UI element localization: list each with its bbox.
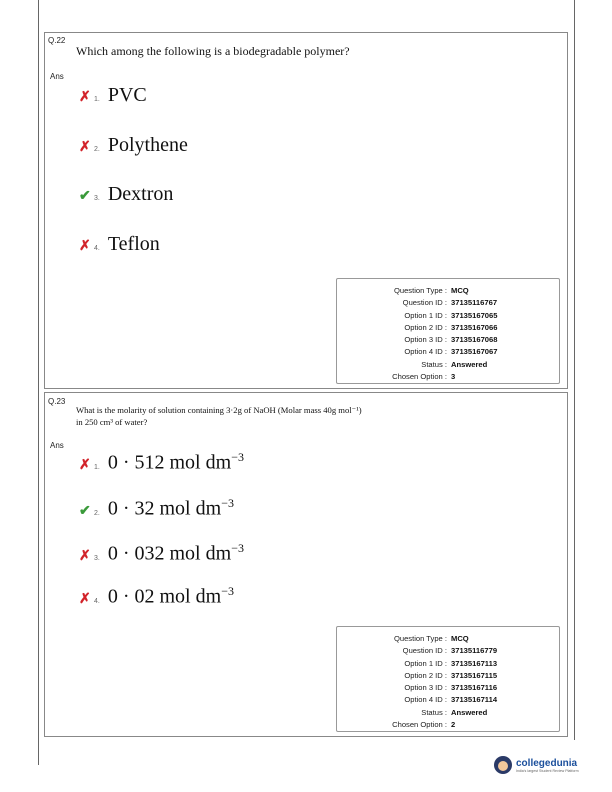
meta-key: Option 2 ID : — [404, 322, 447, 332]
meta-value: 2 — [451, 720, 456, 730]
option-3 — [79, 183, 173, 206]
cross-icon: ✗ — [79, 589, 91, 606]
left-page-border — [38, 0, 39, 765]
meta-value: 37135167065 — [451, 310, 498, 320]
question-text: Which among the following is a biodegradable polymer? — [76, 44, 350, 58]
cross-icon: ✗ — [79, 546, 91, 563]
logo-text — [516, 758, 579, 773]
question-number: Q.23 — [48, 397, 66, 406]
option-number: 3. — [94, 554, 100, 562]
meta-key: Option 1 ID : — [404, 658, 447, 668]
meta-key: Status : — [421, 707, 447, 717]
meta-value: 37135167116 — [451, 683, 498, 693]
cross-icon: ✗ — [79, 138, 91, 154]
option-number: 1. — [94, 463, 100, 471]
option-value — [108, 496, 234, 521]
meta-key: Option 3 ID : — [404, 683, 447, 693]
ans-label: Ans — [50, 72, 64, 81]
meta-value: 37135167066 — [451, 322, 498, 332]
meta-key: Question ID : — [402, 298, 447, 308]
meta-value: Answered — [451, 707, 488, 717]
option-number: 3. — [94, 195, 100, 202]
option-value — [108, 541, 244, 566]
meta-value: 3 — [451, 372, 456, 382]
option-number: 1. — [94, 96, 100, 103]
meta-key: Option 2 ID : — [404, 670, 447, 680]
meta-key: Status : — [421, 359, 447, 369]
option-value-text: 0 · 512 mol dm — [107, 451, 232, 474]
meta-value: Answered — [451, 359, 488, 369]
meta-value: 37135167068 — [451, 335, 498, 345]
meta-key: Option 3 ID : — [404, 335, 447, 345]
meta-value: 37135167115 — [451, 670, 498, 680]
option-1 — [79, 84, 147, 107]
option-text: Teflon — [107, 233, 160, 255]
option-value — [108, 450, 244, 475]
meta-key: Option 1 ID : — [404, 310, 447, 320]
brand-tagline: India's largest Student Review Platform — [516, 768, 579, 773]
option-4 — [79, 584, 234, 609]
option-4 — [79, 233, 160, 256]
brand-logo — [494, 756, 579, 774]
meta-value: MCQ — [451, 634, 469, 643]
brand-name: collegedunia — [516, 757, 578, 769]
mascot-icon — [494, 756, 512, 774]
option-1 — [79, 450, 244, 475]
option-exponent: −3 — [221, 584, 234, 598]
meta-value: 37135167113 — [451, 658, 498, 668]
meta-value: 37135116767 — [451, 298, 498, 308]
check-icon: ✔ — [79, 187, 91, 203]
option-exponent: −3 — [231, 541, 244, 555]
meta-key: Question Type : — [393, 286, 447, 295]
question-text-line-2: in 250 cm³ of water? — [76, 417, 148, 427]
meta-value: 37135167114 — [451, 695, 498, 705]
meta-key: Question Type : — [393, 634, 447, 643]
option-value-text: 0 · 032 mol dm — [107, 542, 232, 565]
option-text: Polythene — [107, 134, 188, 156]
question-meta-panel — [336, 278, 560, 384]
meta-key: Option 4 ID : — [404, 695, 447, 705]
option-exponent: −3 — [221, 496, 234, 510]
question-meta-panel — [336, 626, 560, 732]
cross-icon: ✗ — [79, 455, 91, 472]
meta-key: Chosen Option : — [392, 372, 447, 382]
meta-value: 37135167067 — [451, 347, 498, 357]
option-value-text: 0 · 32 mol dm — [107, 497, 222, 520]
question-number: Q.22 — [48, 36, 66, 45]
option-3 — [79, 541, 244, 566]
cross-icon: ✗ — [79, 237, 91, 253]
cross-icon: ✗ — [79, 88, 91, 104]
option-text: PVC — [107, 84, 147, 106]
option-number: 2. — [94, 146, 100, 153]
option-exponent: −3 — [231, 450, 244, 464]
option-2 — [79, 134, 188, 157]
option-2 — [79, 496, 234, 521]
option-number: 4. — [94, 245, 100, 252]
ans-label: Ans — [50, 441, 64, 450]
meta-value: 37135116779 — [451, 646, 498, 656]
meta-key: Question ID : — [402, 646, 447, 656]
option-number: 4. — [94, 597, 100, 605]
option-number: 2. — [94, 509, 100, 517]
option-text: Dextron — [107, 183, 174, 205]
meta-value: MCQ — [451, 286, 469, 295]
question-text-line-1: What is the molarity of solution containing 3·2g of NaOH (Molar mass 40g mol⁻¹) — [76, 405, 362, 415]
right-page-border — [574, 0, 575, 740]
meta-key: Chosen Option : — [392, 720, 447, 730]
check-icon: ✔ — [79, 501, 91, 518]
meta-key: Option 4 ID : — [404, 347, 447, 357]
option-value-text: 0 · 02 mol dm — [107, 585, 222, 608]
option-value — [108, 584, 234, 609]
